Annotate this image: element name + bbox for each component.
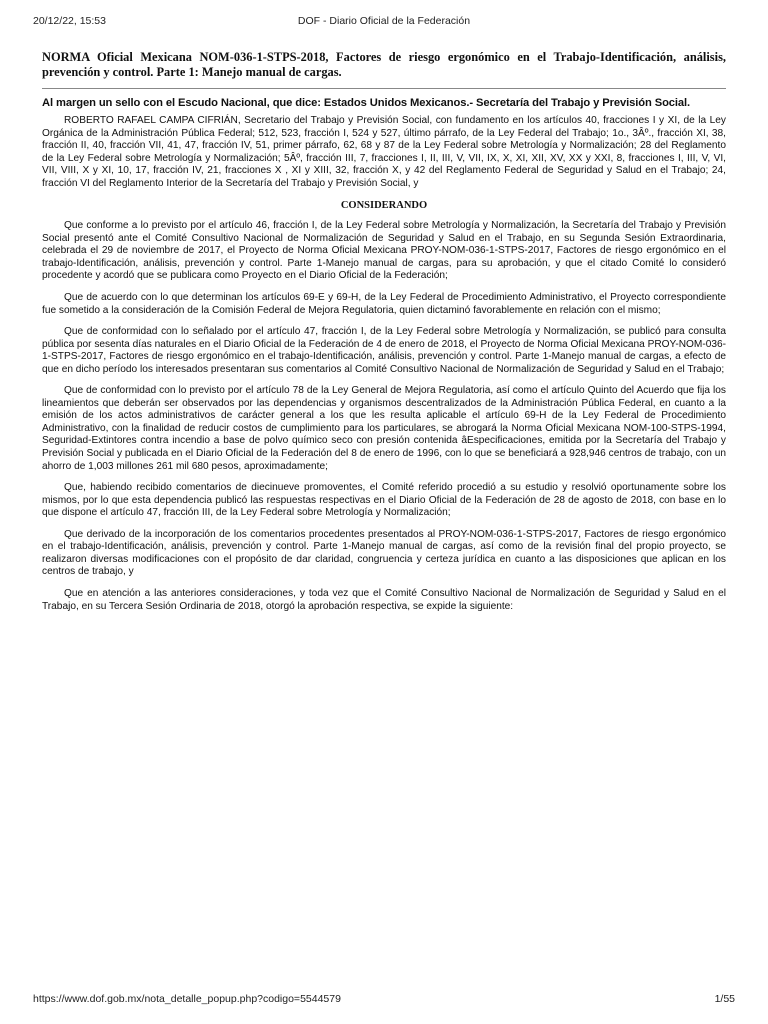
print-timestamp: 20/12/22, 15:53: [33, 15, 106, 27]
considerando-paragraph-2: Que de acuerdo con lo que determinan los artículos 69-E y 69-H, de la Ley Federal de Procedimiento Administrativo, el Proyecto correspondiente fue sometido a la consideración de la Comisión Federal de Mejora Regulatoria, quien dictaminó favorablemente en relación con el mismo;: [42, 292, 726, 316]
considerando-paragraph-1: Que conforme a lo previsto por el artículo 46, fracción I, de la Ley Federal sobre Metrología y Normalización, la Secretaría del Trabajo y Previsión Social presentó ante el Comité Consultivo Nacional de Normalización de Seguridad y Salud en el Trabajo, en su Segunda Sesión Extraordinaria, celebrada el 29 de noviembre de 2017, el Proyecto de Norma Oficial Mexicana PROY-NOM-036-1-STPS-2017, Factores de riesgo ergonómico en el trabajo-Identificación, análisis, prevención y control. Parte 1-Manejo manual de cargas, para su aprobación, y que el citado Comité lo consideró procedente y acordó que se publicara como Proyecto en el Diario Oficial de la Federación;: [42, 220, 726, 282]
print-url-link[interactable]: https://www.dof.gob.mx/nota_detalle_popup.php?codigo=5544579: [33, 993, 341, 1005]
page-number: 1/55: [714, 993, 735, 1005]
print-header: [33, 15, 735, 29]
section-heading-considerando: CONSIDERANDO: [340, 200, 428, 212]
preamble-paragraph: ROBERTO RAFAEL CAMPA CIFRIÁN, Secretario del Trabajo y Previsión Social, con fundamento en los artículos 40, fracciones I y XI, de la Ley Orgánica de la Administración Pública Federal; 512, 523, fracción I, 524 y 527, último párrafo, de la Ley Federal del Trabajo; 1o., 3Âº., fracción XI, 38, fracción II, 40, fracción VII, 41, 47, fracción IV, 51, primer párrafo, 62, 68 y 87 de la Ley Federal sobre Metrología y Normalización; 28 del Reglamento de la Ley Federal sobre Metrología y Normalización; 5Âº, fracción III, 7, fracciones I, II, III, V, VII, IX, X, XI, XII, XV, XX y XXI, 8, fracciones I, III, V, VI, VII, VIII, X y XI, 10, 17, fracción IV, 21, fracciones X , XI y XIII, 32, fracción X, y 42 del Reglamento Federal de Seguridad y Salud en el Trabajo; 24, fracción VI del Reglamento Interior de la Secretaría del Trabajo y Previsión Social, y: [42, 115, 726, 189]
print-footer: [33, 993, 735, 1007]
considerando-paragraph-7: Que en atención a las anteriores consideraciones, y toda vez que el Comité Consultivo Nacional de Normalización de Seguridad y Salud en el Trabajo, en su Tercera Sesión Ordinaria de 2018, otorgó la aprobación respectiva, se expide la siguiente:: [42, 587, 726, 612]
considerando-paragraph-5: Que, habiendo recibido comentarios de diecinueve promoventes, el Comité referido procedió a su estudio y resolvió oportunamente sobre los mismos, por lo que esta dependencia publicó las respuestas respectivas en el Diario Oficial de la Federación de 28 de agosto de 2018, con base en lo que dispone el artículo 47, fracción III, de la Ley Federal sobre Metrología y Normalización;: [42, 482, 726, 519]
considerando-paragraph-6: Que derivado de la incorporación de los comentarios procedentes presentados al PROY-NOM-036-1-STPS-2017, Factores de riesgo ergonómico en el trabajo-Identificación, análisis, prevención y control. Parte 1-Manejo manual de cargas, así como de la revisión final del propio proyecto, se realizaron diversas modificaciones con el propósito de dar claridad, congruencia y certeza jurídica en cuanto a las disposiciones que aplican en los centros de trabajo, y: [42, 528, 726, 578]
print-page-title: DOF - Diario Oficial de la Federación: [297, 15, 471, 27]
document-body: [42, 50, 726, 622]
considerando-paragraph-3: Que de conformidad con lo señalado por el artículo 47, fracción I, de la Ley Federal sobre Metrología y Normalización, se publicó para consulta pública por sesenta días naturales en el Diario Oficial de la Federación de 4 de enero de 2018, el Proyecto de Norma Oficial Mexicana PROY-NOM-036-1-STPS-2017, Factores de riesgo ergonómico en el trabajo-Identificación, análisis, prevención y control. Parte 1-Manejo manual de cargas, a efecto de que en dicho período los interesados presentaran sus comentarios al Comité Consultivo Nacional de Normalización de Seguridad y Salud en el Trabajo;: [42, 326, 726, 375]
seal-note: Al margen un sello con el Escudo Nacional, que dice: Estados Unidos Mexicanos.- Secretaría del Trabajo y Previsión Social.: [42, 97, 691, 109]
title-divider: [42, 88, 726, 89]
document-title: NORMA Oficial Mexicana NOM-036-1-STPS-2018, Factores de riesgo ergonómico en el Trabajo-Identificación, análisis, prevención y control. Parte 1: Manejo manual de cargas.: [42, 50, 726, 79]
considerando-paragraph-4: Que de conformidad con lo previsto por el artículo 78 de la Ley General de Mejora Regulatoria, así como el artículo Quinto del Acuerdo que fija los lineamientos que deberán ser observados por las dependencias y organismos descentralizados de la Administración Pública Federal, en cuanto a la emisión de los actos administrativos de carácter general a los que les resulta aplicable el artículo 69-H de la Ley Federal de Procedimiento Administrativo, con la finalidad de reducir costos de cumplimiento para los particulares, se abrogará la Norma Oficial Mexicana NOM-100-STPS-1994, Seguridad-Extintores contra incendio a base de polvo químico seco con presión contenida âEspecificaciones, emitida por la Secretaría del Trabajo y Previsión Social y publicada en el Diario Oficial de la Federación del 8 de enero de 1996, con lo que se beneficiará a 928,946 centros de trabajo, con un ahorro de 1,003 millones 261 mil 680 pesos, aproximadamente;: [42, 385, 726, 472]
